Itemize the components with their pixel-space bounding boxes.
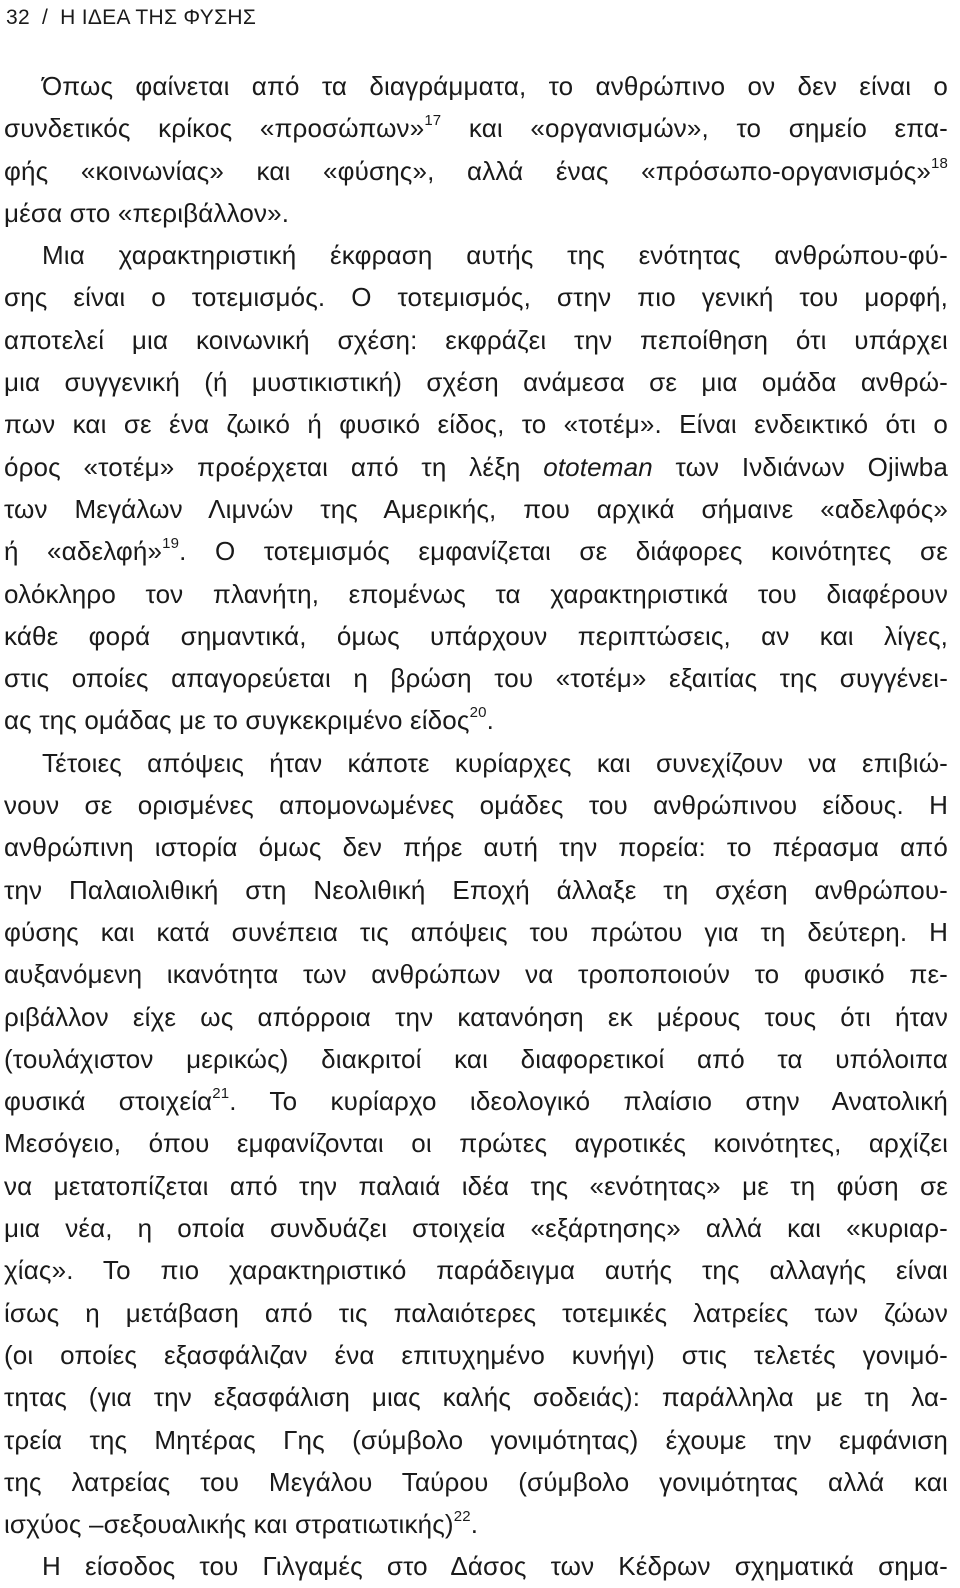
text-line: τρεία της Μητέρας Γης (σύμβολο γονιμότητας) έχουμε την εμφάνιση: [4, 1424, 948, 1455]
text-line: ριβάλλον είχε ως απόρροια την κατανόηση εκ μέρους τους ότι ήταν: [4, 1001, 948, 1032]
text-line: ας της ομάδας με το συγκεκριμένο είδος$^{20}$.: [4, 704, 494, 736]
text-line: Η είσοδος του Γιλγαμές στο Δάσος των Κέδρων σχηματικά σημα-: [42, 1551, 948, 1582]
running-header: [6, 4, 256, 32]
text-line: ανθρώπινη ιστορία όμως δεν πήρε αυτή την πορεία: το πέρασμα από: [4, 832, 948, 863]
text-line: να μετατοπίζεται από την παλαιά ιδέα της «ενότητας» με τη φύση σε: [4, 1170, 948, 1201]
page-number: 32: [6, 6, 30, 29]
text-line: (τουλάχιστον μερικώς) διακριτοί και διαφορετικοί από τα υπόλοιπα: [4, 1043, 948, 1074]
running-title: Η ΙΔΕΑ ΤΗΣ ΦΥΣΗΣ: [60, 6, 257, 29]
italic-term: ototeman: [543, 451, 653, 482]
text-line: Μεσόγειο, όπου εμφανίζονται οι πρώτες αγροτικές κοινότητες, αρχίζει: [4, 1128, 948, 1159]
text-line: Μια χαρακτηριστική έκφραση αυτής της ενότητας ανθρώπου-φύ-: [42, 240, 948, 271]
text-line: συνδετικός κρίκος «προσώπων»$^{17}$ και «οργανισμών», το σημείο επα-: [4, 112, 948, 144]
text-line: στις οποίες απαγορεύεται η βρώση του «τοτέμ» εξαιτίας της συγγένει-: [4, 663, 948, 694]
header-separator: /: [41, 6, 49, 29]
text-line: Όπως φαίνεται από τα διαγράμματα, το ανθρώπινο ον δεν είναι ο: [42, 71, 948, 101]
text-line: την Παλαιολιθική στη Νεολιθική Εποχή άλλαξε τη σχέση ανθρώπου-: [4, 874, 948, 905]
text-line: της λατρείας του Μεγάλου Ταύρου (σύμβολο γονιμότητας αλλά και: [4, 1466, 948, 1497]
text-line: μια συγγενική (ή μυστικιστική) σχέση ανάμεσα σε μια ομάδα ανθρώ-: [4, 367, 948, 398]
footnote-ref: 20: [469, 704, 487, 722]
text-line: νουν σε ορισμένες απομονωμένες ομάδες του ανθρώπινου είδους. Η: [4, 790, 948, 821]
text-line: των Μεγάλων Λιμνών της Αμερικής, που αρχικά σήμαινε «αδελφός»: [4, 493, 948, 524]
text-line: πων και σε ένα ζωικό ή φυσικό είδος, το «τοτέμ». Είναι ενδεικτικό ότι ο: [4, 409, 948, 440]
text-line: ίσως η μετάβαση από τις παλαιότερες τοτεμικές λατρείες των ζώων: [4, 1297, 948, 1328]
text-line: χίας». Το πιο χαρακτηριστικό παράδειγμα αυτής της αλλαγής είναι: [4, 1255, 948, 1286]
text-line: αποτελεί μια κοινωνική σχέση: εκφράζει την πεποίθηση ότι υπάρχει: [4, 324, 948, 355]
text-line: τητας (για την εξασφάλιση μιας καλής σοδειάς): παράλληλα με τη λα-: [4, 1382, 948, 1413]
text-line: φής «κοινωνίας» και «φύσης», αλλά ένας «πρόσωπο-οργανισμός»$^{18}$: [4, 154, 948, 186]
text-line: όρος «τοτέμ» προέρχεται από τη λέξη ototeman των Ινδιάνων Ojiwba: [4, 451, 949, 482]
text-line: φυσικά στοιχεία$^{21}$. Το κυρίαρχο ιδεολογικό πλαίσιο στην Ανατολική: [4, 1085, 948, 1117]
footnote-ref: 22: [453, 1508, 471, 1526]
text-line: φύσης και κατά συνέπεια τις απόψεις του πρώτου για τη δεύτερη. Η: [4, 916, 948, 947]
footnote-ref: 18: [931, 154, 948, 172]
footnote-ref: 21: [212, 1085, 230, 1103]
text-line: ισχύος –σεξουαλικής και στρατιωτικής)$^{22}$.: [4, 1508, 479, 1540]
text-line: ή «αδελφή»$^{19}$. Ο τοτεμισμός εμφανίζεται σε διάφορες κοινότητες σε: [4, 535, 948, 567]
footnote-ref: 17: [424, 112, 442, 130]
text-line: μέσα στο «περιβάλλον».: [4, 197, 290, 228]
text-line: κάθε φορά σημαντικά, όμως υπάρχουν περιπτώσεις, αν και λίγες,: [4, 620, 948, 651]
text-line: (οι οποίες εξασφάλιζαν ένα επιτυχημένο κυνήγι) στις τελετές γονιμό-: [4, 1339, 948, 1370]
footnote-ref: 19: [162, 535, 180, 553]
text-line: Τέτοιες απόψεις ήταν κάποτε κυρίαρχες και συνεχίζουν να επιβιώ-: [42, 747, 948, 778]
body-text: [4, 65, 948, 1588]
text-line: αυξανόμενη ικανότητα των ανθρώπων να τροποποιούν το φυσικό πε-: [4, 959, 948, 990]
text-line: σης είναι ο τοτεμισμός. Ο τοτεμισμός, στην πιο γενική του μορφή,: [4, 282, 948, 313]
text-line: ολόκληρο τον πλανήτη, επομένως τα χαρακτηριστικά του διαφέρουν: [4, 578, 948, 609]
text-line: μια νέα, η οποία συνδυάζει στοιχεία «εξάρτησης» αλλά και «κυριαρ-: [4, 1213, 948, 1244]
